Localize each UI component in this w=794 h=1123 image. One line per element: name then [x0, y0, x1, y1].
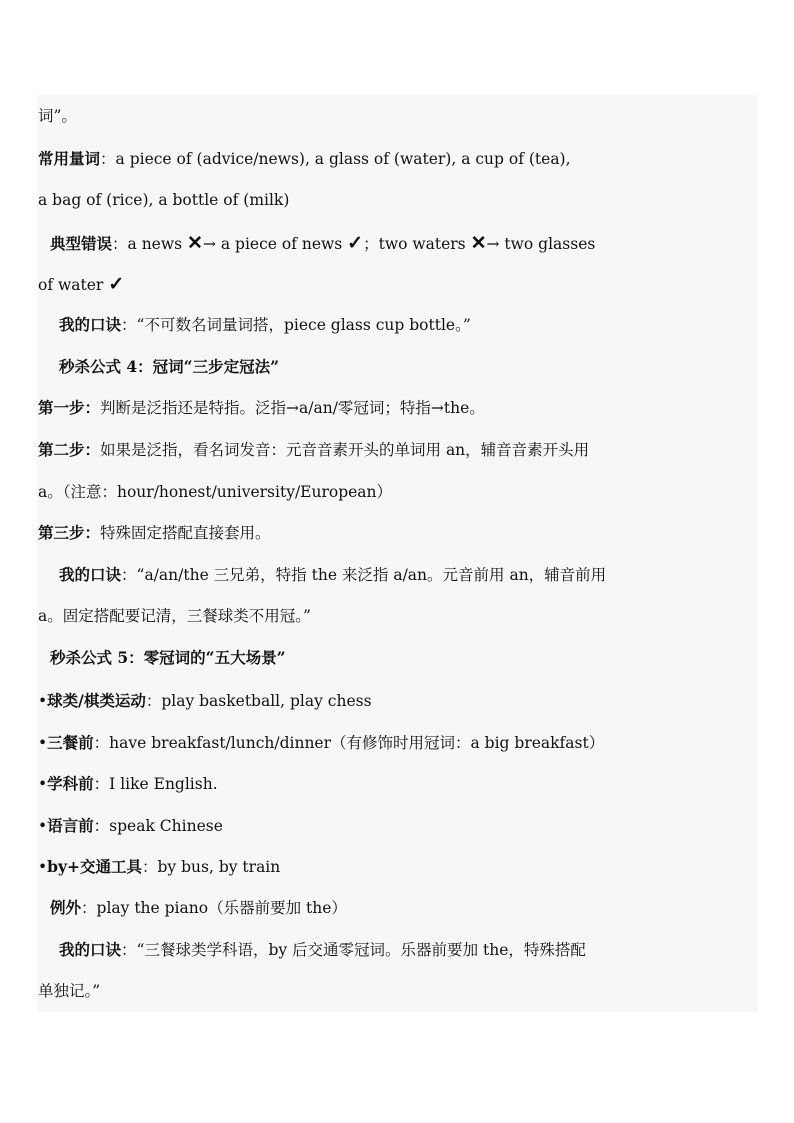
typical-errors-line-1: 典型错误：a news ✕→ a piece of news ✓；two waters ✕→ two glasses [50, 232, 596, 254]
bullet: • [38, 858, 48, 876]
step-3: 第三步：特殊固定搭配直接套用。 [38, 523, 271, 542]
typical-errors-label: 典型错误 [50, 234, 113, 253]
step-1: 第一步：判断是泛指还是特指。泛指→a/an/零冠词；特指→the。 [38, 398, 485, 417]
step-1-label: 第一步： [38, 398, 101, 417]
scene-item-subjects: •学科前：I like English. [38, 774, 218, 793]
mnemonic-2-line-1: 我的口诀：“a/an/the 三兄弟，特指 the 来泛指 a/an。元音前用 an，辅音前用 [59, 565, 607, 584]
mnemonic-label: 我的口诀 [59, 565, 122, 584]
mnemonic-1: 我的口诀：“不可数名词量词搭，piece glass cup bottle。” [59, 315, 471, 334]
check-icon: ✓ [347, 232, 364, 254]
mnemonic-2-line-2: a。固定搭配要记清，三餐球类不用冠。” [38, 607, 311, 625]
measure-words-text: a piece of (advice/news), a glass of (water), a cup of (tea), [115, 150, 571, 168]
mnemonic-label: 我的口诀 [59, 315, 122, 334]
scene-item-sports: •球类/棋类运动：play basketball, play chess [38, 691, 372, 710]
step-2-line-1: 第二步：如果是泛指，看名词发音：元音音素开头的单词用 an，辅音音素开头用 [38, 440, 590, 459]
mnemonic-3-line-2: 单独记。” [38, 982, 101, 1000]
formula-4-title: 秒杀公式 4：冠词“三步定冠法” [59, 357, 280, 376]
step-3-label: 第三步： [38, 523, 101, 542]
scene-item-transport: •by+交通工具：by bus, by train [38, 857, 281, 876]
measure-words-label: 常用量词 [38, 149, 101, 168]
intro-tail: 词”。 [38, 107, 77, 125]
bullet: • [38, 817, 48, 835]
scene-item-meals: •三餐前：have breakfast/lunch/dinner（有修饰时用冠词：a big breakfast） [38, 733, 605, 752]
cross-icon: ✕ [470, 232, 487, 254]
arrow-icon: → [486, 235, 500, 253]
exception: 例外：play the piano（乐器前要加 the） [50, 898, 347, 917]
cross-icon: ✕ [187, 232, 203, 254]
formula-5-title: 秒杀公式 5：零冠词的“五大场景” [50, 648, 286, 667]
step-2-label: 第二步： [38, 440, 101, 459]
bullet: • [38, 775, 48, 793]
arrow-icon: → [202, 235, 216, 253]
bullet: • [38, 734, 48, 752]
measure-words-line-2: a bag of (rice), a bottle of (milk) [38, 191, 290, 209]
mnemonic-3-line-1: 我的口诀：“三餐球类学科语，by 后交通零冠词。乐器前要加 the，特殊搭配 [59, 940, 586, 959]
scene-item-languages: •语言前：speak Chinese [38, 816, 223, 835]
typical-errors-line-2: of water ✓ [38, 273, 125, 295]
check-icon: ✓ [108, 273, 125, 295]
measure-words-line-1: 常用量词：a piece of (advice/news), a glass of (water), a cup of (tea), [38, 149, 571, 168]
bullet: • [38, 692, 48, 710]
step-2-line-2: a。（注意：hour/honest/university/European） [38, 483, 393, 501]
exception-label: 例外 [50, 898, 82, 917]
mnemonic-label: 我的口诀 [59, 940, 122, 959]
